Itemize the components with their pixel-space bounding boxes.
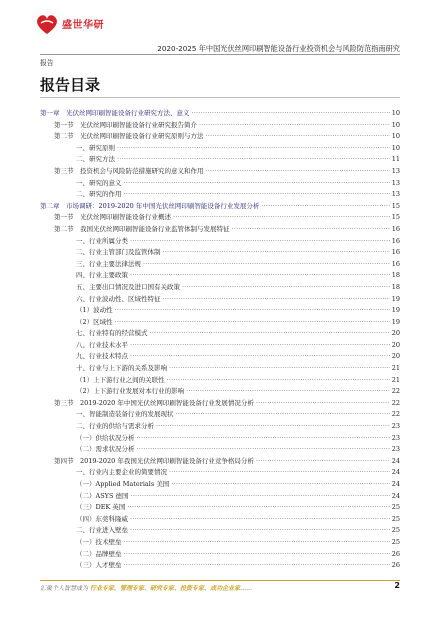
toc-entry[interactable] [40,409,400,421]
title-divider [40,97,400,98]
toc-entry-page: 22 [391,387,400,396]
toc-entry-text: （二）ASYS 德国 [76,491,129,500]
toc-leader-dots [137,444,390,456]
toc-leader-dots [199,120,390,132]
toc-leader-dots [124,178,390,190]
toc-entry-text: 第二节 我国光伏丝网印刷智能设备行业监管体制与发展特征 [54,224,230,233]
toc-entry-text: （一）供给状况分析 [76,433,135,442]
toc-entry-text: 一、研究的意义 [76,178,122,187]
header-title: 2020-2025 年中国光伏丝网印刷智能设备行业投资机会与风险防范指南研究 [157,44,400,53]
toc-entry-text: 第二节 光伏丝网印刷智能设备行业研究原则与方法 [54,132,204,141]
table-of-contents [40,108,400,572]
footer-separator: …… [240,585,253,592]
toc-entry-page: 21 [391,364,400,373]
toc-leader-dots [130,351,390,363]
toc-entry[interactable] [40,224,400,236]
toc-leader-dots [130,525,390,537]
footer-slogan [40,583,380,592]
toc-entry-page: 22 [391,398,400,407]
toc-entry-page: 16 [391,259,400,268]
footer-role: 管理专家 [119,585,144,592]
toc-entry-text: 五、主要出口情况及进口国有关政策 [76,282,180,291]
toc-entry-text: 九、行业技术特点 [76,352,128,361]
footer-prefix: 汇聚个人智慧成为 [40,585,89,592]
toc-entry[interactable] [40,305,400,317]
toc-entry[interactable] [40,328,400,340]
toc-leader-dots [192,108,390,120]
toc-entry-page: 25 [391,503,400,512]
footer-separator: 、 [204,585,211,592]
toc-leader-dots [206,131,390,143]
footer-role: 行业专家 [89,585,114,592]
toc-leader-dots [143,259,390,271]
toc-leader-dots [163,247,390,259]
toc-entry-text: 二、研究方法 [76,155,115,164]
toc-entry[interactable] [40,479,400,491]
toc-entry[interactable] [40,294,400,306]
toc-entry-page: 24 [391,480,400,488]
toc-entry-page: 25 [391,526,400,535]
toc-entry-page: 13 [391,190,400,199]
toc-entry[interactable] [40,108,400,120]
toc-entry[interactable] [40,201,400,213]
toc-entry[interactable] [40,236,400,248]
toc-leader-dots [130,236,390,248]
toc-entry[interactable] [40,491,400,503]
toc-entry-page: 19 [391,317,400,326]
toc-entry-page: 26 [391,561,400,570]
toc-entry[interactable] [40,456,400,468]
toc-entry[interactable] [40,259,400,271]
toc-entry-page: 20 [391,352,400,361]
footer-role: 成功企业家 [210,585,241,592]
brand-logo-icon [34,12,60,36]
toc-entry[interactable] [40,178,400,190]
page-header [0,0,440,68]
footer-role: 研究专家 [150,585,175,592]
footer-role: 投资专家 [180,585,205,592]
toc-entry[interactable] [40,317,400,329]
toc-leader-dots [124,189,390,201]
toc-entry-text: 第一节 光伏丝网印刷智能设备行业研究报告简介 [54,120,197,129]
toc-entry-text: 十、行业与上下游的关系及影响 [76,364,167,373]
toc-leader-dots [137,433,390,445]
toc-entry[interactable] [40,375,400,387]
toc-leader-dots [173,212,390,224]
toc-entry-text: 第三节 投资机会与风险防范措施研究的意义和作用 [54,166,204,175]
toc-entry-text: （三）人才壁垒 [76,561,122,570]
toc-entry[interactable] [40,363,400,375]
toc-entry-text: （2）上下游行业发展对本行业的影响 [76,387,185,396]
toc-entry-page: 23 [391,433,400,442]
toc-leader-dots [182,282,390,294]
toc-entry-page: 19 [391,306,400,315]
toc-entry-text: （二）需求状况分析 [76,445,135,454]
toc-title: 报告目录 [40,76,101,94]
toc-entry[interactable] [40,340,400,352]
toc-leader-dots [169,363,390,375]
toc-entry[interactable] [40,212,400,224]
page-number: 2 [394,581,400,590]
toc-leader-dots [127,502,389,514]
toc-entry-page: 10 [391,109,400,117]
toc-leader-dots [115,305,390,317]
toc-leader-dots [115,317,390,329]
toc-leader-dots [150,328,390,340]
toc-entry-page: 15 [391,201,400,210]
toc-entry[interactable] [40,386,400,398]
toc-entry-text: 四、行业主要政策 [76,271,128,280]
toc-entry-page: 23 [391,422,400,431]
toc-entry-text: （一）技术壁垒 [76,537,122,546]
toc-leader-dots [167,375,390,387]
toc-entry[interactable] [40,247,400,259]
toc-entry[interactable] [40,549,400,561]
toc-leader-dots [124,560,390,572]
toc-entry[interactable] [40,467,400,479]
toc-entry-page: 13 [391,178,400,187]
toc-leader-dots [169,467,390,479]
toc-entry-text: （二）品牌壁垒 [76,549,122,558]
toc-entry-text: 二、研究的作用 [76,190,122,199]
toc-leader-dots [130,340,390,352]
toc-entry[interactable] [40,537,400,549]
toc-entry-text: （四）东莞科隆威 [76,514,128,523]
footer-separator: ， [113,585,120,592]
toc-entry-text: 一、行业所属分类 [76,236,128,245]
brand-name: 盛世华研 [62,20,104,31]
toc-entry[interactable] [40,398,400,410]
toc-entry-page: 24 [391,491,400,500]
toc-leader-dots [232,224,390,236]
toc-entry[interactable] [40,514,400,526]
toc-entry-page: 19 [391,294,400,303]
toc-entry-page: 10 [391,143,400,152]
toc-entry-page: 25 [391,514,400,523]
toc-entry[interactable] [40,444,400,456]
toc-entry-text: 一、行业内主要企业的简要情况 [76,468,167,477]
toc-entry[interactable] [40,189,400,201]
toc-leader-dots [256,398,390,410]
toc-entry-text: （一）Applied Materials 美国 [76,480,170,488]
toc-entry-text: （1）波动性 [76,306,113,315]
toc-entry-page: 18 [391,282,400,291]
toc-leader-dots [130,491,389,503]
toc-entry-page: 20 [391,329,400,338]
toc-entry-text: 第四节 2019-2020 年我国光伏丝网印刷智能设备行业竞争格局分析 [54,456,254,465]
toc-entry-text: 第一章 光伏丝网印刷智能设备行业研究方法、意义 [40,109,190,117]
toc-entry[interactable] [40,560,400,572]
toc-leader-dots [176,409,390,421]
toc-entry-page: 25 [391,537,400,546]
toc-entry[interactable] [40,131,400,143]
footer-divider [40,580,400,581]
toc-entry[interactable] [40,143,400,155]
toc-entry-text: （1）上下游行业之间的关联性 [76,375,165,384]
footer-separator: 、 [174,585,181,592]
toc-entry[interactable] [40,282,400,294]
toc-leader-dots [256,456,390,468]
toc-entry-page: 16 [391,236,400,245]
toc-entry-page: 24 [391,468,400,477]
toc-entry-text: （2）区域性 [76,317,113,326]
toc-entry[interactable] [40,502,400,514]
toc-leader-dots [130,514,390,526]
toc-entry-text: 一、研究原则 [76,143,115,152]
toc-entry-text: 七、行业特有的经营模式 [76,329,148,338]
toc-entry-page: 13 [391,166,400,175]
toc-entry-text: 二、行业的供给与需求分析 [76,422,154,431]
toc-leader-dots [171,479,389,491]
toc-entry-page: 16 [391,224,400,233]
footer-separator: 、 [143,585,150,592]
toc-entry[interactable] [40,525,400,537]
toc-entry-text: 二、行业进入壁垒 [76,526,128,535]
toc-leader-dots [130,270,390,282]
toc-leader-dots [117,154,390,166]
toc-leader-dots [124,537,390,549]
toc-entry-page: 26 [391,549,400,558]
toc-entry-text: 二、行业主管部门及监管体制 [76,248,161,257]
toc-entry-page: 18 [391,271,400,280]
toc-entry-text: 第一节 光伏丝网印刷智能设备行业概述 [54,213,171,222]
brand-logo [34,10,118,40]
toc-entry[interactable] [40,270,400,282]
toc-entry-text: 八、行业技术水平 [76,340,128,349]
toc-entry[interactable] [40,421,400,433]
toc-entry-page: 22 [391,410,400,419]
toc-entry-page: 15 [391,213,400,222]
toc-leader-dots [156,421,390,433]
toc-entry-page: 10 [391,132,400,141]
toc-leader-dots [186,386,390,398]
toc-leader-dots [206,166,390,178]
toc-entry-text: 三、行业主要法律法规 [76,259,141,268]
toc-leader-dots [163,294,390,306]
toc-entry[interactable] [40,433,400,445]
toc-entry-page: 21 [391,375,400,384]
toc-entry-text: 一、智能制造装备行业的发展现状 [76,410,174,419]
toc-entry-page: 11 [391,155,400,164]
toc-entry-text: 第三节 2019-2020 年中国光伏丝网印刷智能设备行业发展情况分析 [54,398,254,407]
toc-entry-page: 16 [391,248,400,257]
toc-entry-page: 24 [391,456,400,465]
toc-entry-text: （三）DEK 英国 [76,503,126,512]
toc-entry-page: 10 [391,120,400,129]
toc-entry-page: 23 [391,445,400,454]
toc-entry[interactable] [40,120,400,132]
toc-entry-text: 第二章 市场调研：2019-2020 年中国光伏丝网印刷智能设备行业发展分析 [40,201,260,210]
header-divider [40,54,400,55]
toc-leader-dots [261,201,389,213]
toc-entry-text: 六、行业波动性、区域性特征 [76,294,161,303]
toc-entry[interactable] [40,166,400,178]
header-subtitle: 报告 [40,59,54,67]
toc-leader-dots [124,549,390,561]
toc-entry[interactable] [40,154,400,166]
toc-leader-dots [117,143,390,155]
toc-entry[interactable] [40,351,400,363]
toc-entry-page: 20 [391,340,400,349]
